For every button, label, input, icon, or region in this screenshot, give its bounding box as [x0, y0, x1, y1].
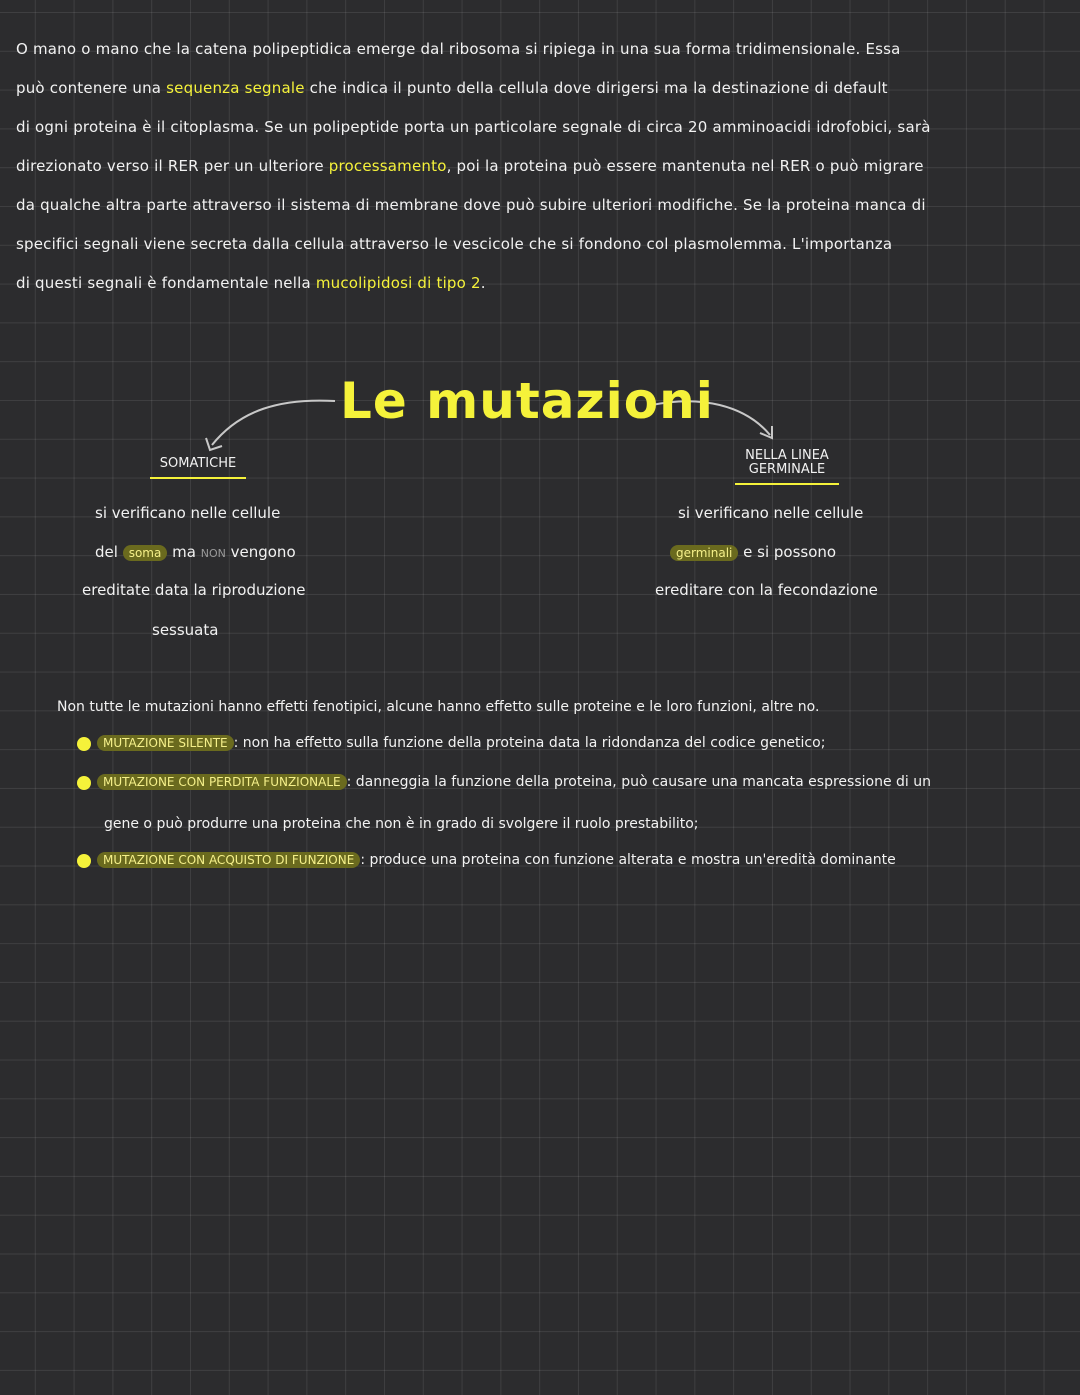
text: : non ha effetto sulla funzione della proteina data la ridondanza del codice genetico; [233, 735, 826, 751]
type-item-3 [97, 852, 896, 868]
text: direzionato verso il RER per un ulteriore [16, 157, 329, 175]
text: vengono [230, 543, 296, 561]
text: specifici segnali viene secreta dalla cellula attraverso le vescicole che si fondono col plasmolemma. L'importanza [16, 235, 893, 253]
text: di questi segnali è fondamentale nella [16, 274, 316, 292]
highlight-mucolipidosi: mucolipidosi di tipo 2 [315, 274, 481, 292]
label-perdita: MUTAZIONE CON PERDITA FUNZIONALE [97, 774, 347, 790]
text: GERMINALE [748, 462, 826, 477]
text: del [95, 543, 118, 561]
text: NON [200, 547, 226, 560]
text: NELLA LINEA [745, 448, 829, 463]
highlight-sequenza-segnale: sequenza segnale [166, 79, 305, 97]
somatiche-line-4: sessuata [152, 621, 219, 639]
text: O mano o mano che la catena polipeptidica emerge dal ribosoma si ripiega in una sua forma tridimensionale. Essa [16, 40, 901, 58]
bullet-icon [77, 737, 91, 751]
arrow-left [212, 401, 335, 445]
germinale-line-2 [670, 543, 836, 561]
pill-germinali: germinali [670, 545, 738, 561]
highlight-processamento: processamento [328, 157, 447, 175]
text: . [480, 274, 486, 292]
germinale-line-3: ereditare con la fecondazione [655, 581, 878, 599]
somatiche-line-3: ereditate data la riproduzione [82, 581, 306, 599]
text: e si possono [743, 543, 837, 561]
types-intro: Non tutte le mutazioni hanno effetti fenotipici, alcune hanno effetto sulle proteine e le loro funzioni, altre no. [57, 699, 820, 715]
type-item-2 [97, 774, 931, 790]
label-silente: MUTAZIONE SILENTE [97, 735, 234, 751]
text: di ogni proteina è il citoplasma. Se un polipeptide porta un particolare segnale di circa 20 amminoacidi idrofobici, sarà [16, 118, 931, 136]
somatiche-line-1: si verificano nelle cellule [95, 504, 281, 522]
bullet-icon [77, 854, 91, 868]
text: , poi la proteina può essere mantenuta nel RER o può migrare [446, 157, 924, 175]
text: può contenere una [16, 79, 167, 97]
type-item-1 [97, 735, 825, 751]
heading-germinale [735, 449, 839, 485]
text: : produce una proteina con funzione alterata e mostra un'eredità dominante [360, 852, 896, 868]
type-item-2-cont: gene o può produrre una proteina che non è in grado di svolgere il ruolo prestabilito; [104, 816, 699, 832]
pill-soma: soma [123, 545, 168, 561]
heading-somatiche: SOMATICHE [150, 457, 246, 479]
page-title: Le mutazioni [340, 372, 714, 430]
somatiche-line-2 [95, 543, 296, 561]
text: ma [172, 543, 196, 561]
text: da qualche altra parte attraverso il sistema di membrane dove può subire ulteriori modifiche. Se la proteina manca di [16, 196, 926, 214]
text: : danneggia la funzione della proteina, può causare una mancata espressione di un [346, 774, 931, 790]
label-acquisto: MUTAZIONE CON ACQUISTO DI FUNZIONE [97, 852, 360, 868]
text: che indica il punto della cellula dove dirigersi ma la destinazione di default [304, 79, 888, 97]
bullet-icon [77, 776, 91, 790]
germinale-line-1: si verificano nelle cellule [678, 504, 864, 522]
